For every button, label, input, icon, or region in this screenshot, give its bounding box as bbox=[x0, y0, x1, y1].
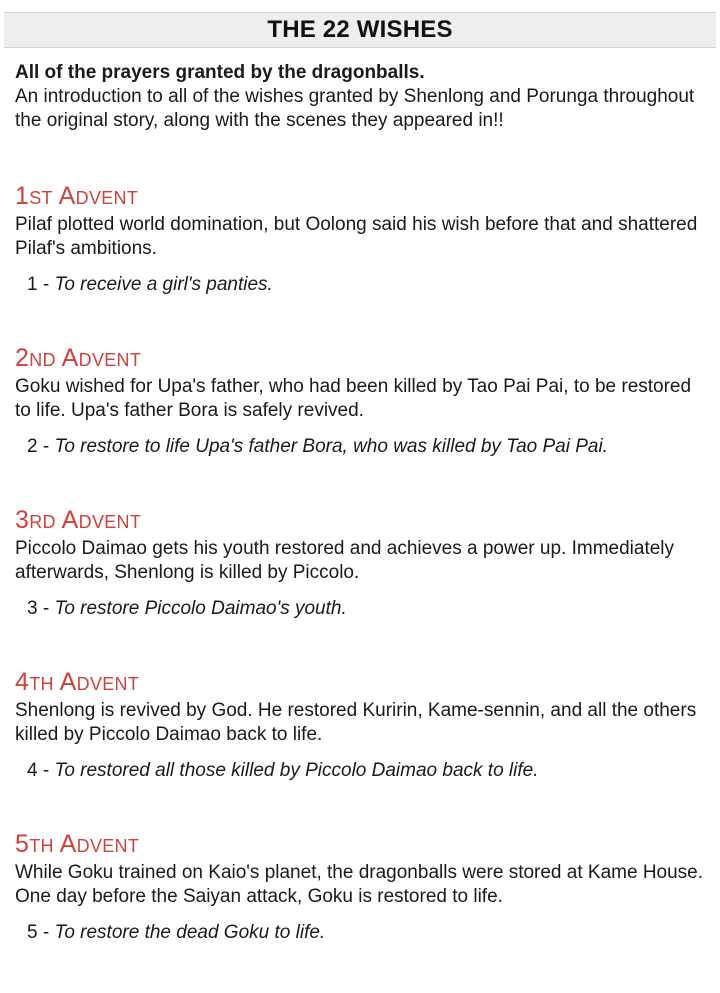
advent-heading: 4th Advent bbox=[15, 668, 140, 696]
wish-text: To restore the dead Goku to life. bbox=[54, 922, 326, 943]
intro-lead: All of the prayers granted by the dragonballs. bbox=[15, 62, 425, 83]
advent-section-5 bbox=[15, 829, 710, 945]
title-bar bbox=[4, 12, 716, 48]
wish-text: To restore Piccolo Daimao's youth. bbox=[54, 598, 347, 619]
advent-heading: 2nd Advent bbox=[15, 344, 142, 372]
wish-text: To receive a girl's panties. bbox=[54, 274, 273, 295]
advent-heading: 3rd Advent bbox=[15, 506, 142, 534]
advent-heading: 5th Advent bbox=[15, 830, 140, 858]
wish-text: To restored all those killed by Piccolo Daimao back to life. bbox=[54, 760, 539, 781]
wish-number: 3 - bbox=[27, 598, 55, 619]
page-title: THE 22 WISHES bbox=[267, 16, 453, 43]
intro-description: An introduction to all of the wishes granted by Shenlong and Porunga throughout the original story, along with the scenes they appeared in!! bbox=[15, 86, 695, 131]
wish-number: 2 - bbox=[27, 436, 55, 457]
advent-section-2 bbox=[15, 343, 710, 459]
wish-number: 1 - bbox=[27, 274, 55, 295]
wish-item bbox=[15, 273, 710, 297]
advent-description: Shenlong is revived by God. He restored Kuririn, Kame-sennin, and all the others killed by Piccolo Daimao back to life. bbox=[15, 700, 697, 745]
intro-section bbox=[15, 61, 710, 133]
advent-description: Pilaf plotted world domination, but Oolong said his wish before that and shattered Pilaf's ambitions. bbox=[15, 214, 698, 259]
wish-number: 4 - bbox=[27, 760, 55, 781]
wish-number: 5 - bbox=[27, 922, 55, 943]
wish-text: To restore to life Upa's father Bora, who was killed by Tao Pai Pai. bbox=[54, 436, 608, 457]
advent-description: While Goku trained on Kaio's planet, the dragonballs were stored at Kame House. One day before the Saiyan attack, Goku is restored to life. bbox=[15, 862, 704, 907]
advent-section-4 bbox=[15, 667, 710, 783]
advent-heading: 1st Advent bbox=[15, 182, 139, 210]
advent-description: Goku wished for Upa's father, who had been killed by Tao Pai Pai, to be restored to life. Upa's father Bora is safely revived. bbox=[15, 376, 692, 421]
wish-item bbox=[15, 597, 710, 621]
wish-item bbox=[15, 759, 710, 783]
advent-section-3 bbox=[15, 505, 710, 621]
advent-description: Piccolo Daimao gets his youth restored and achieves a power up. Immediately afterwards, Shenlong is killed by Piccolo. bbox=[15, 538, 675, 583]
wish-item bbox=[15, 921, 710, 945]
wish-item bbox=[15, 435, 710, 459]
advent-section-1 bbox=[15, 181, 710, 297]
